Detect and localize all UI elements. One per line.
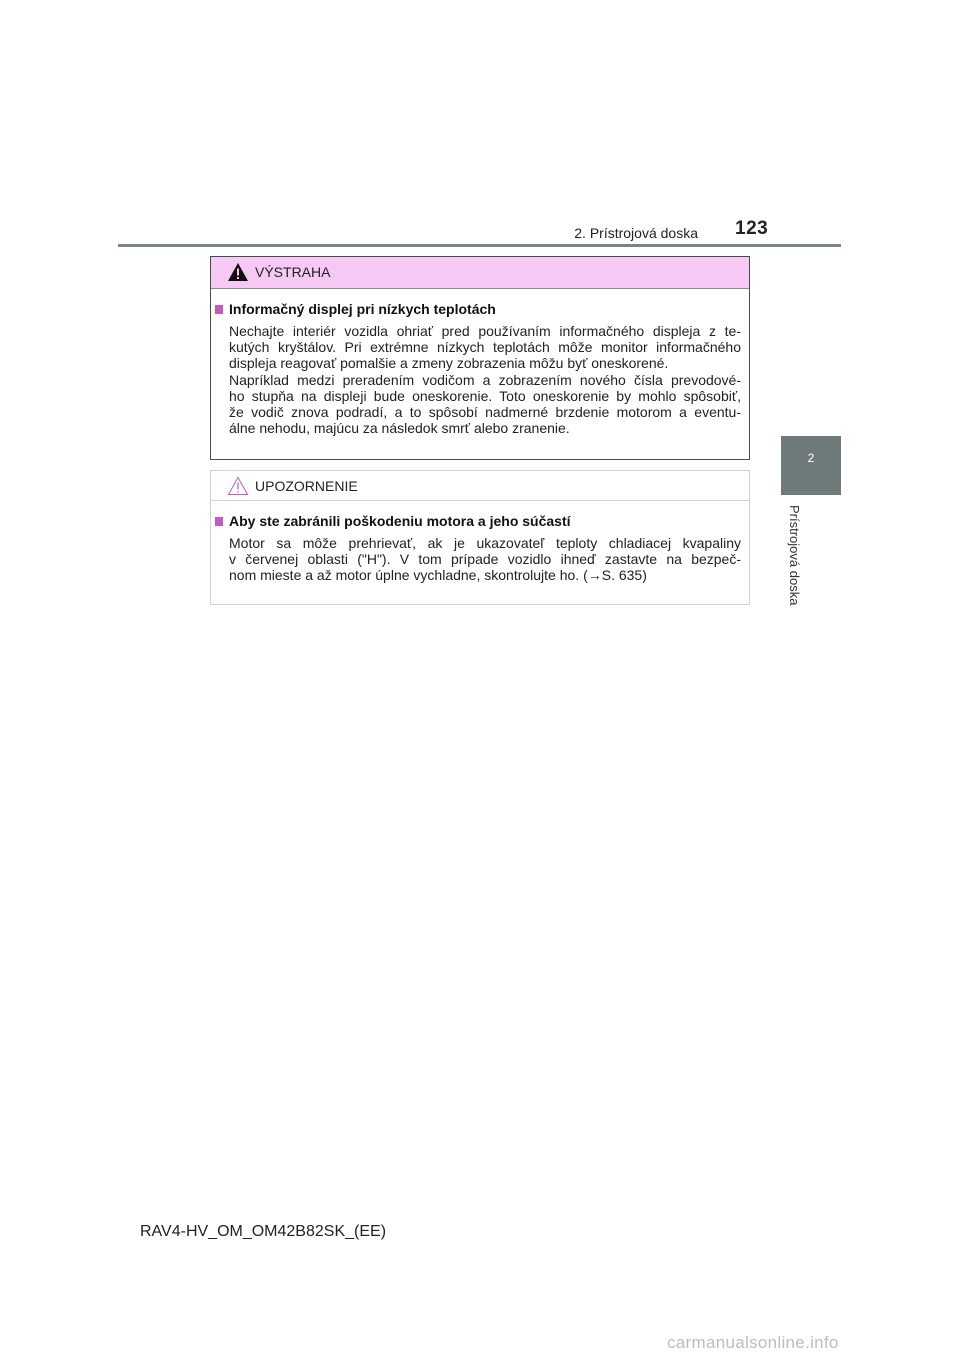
chapter-tab-number: 2 [807,451,815,465]
square-bullet-icon [215,305,223,314]
warning-header [211,257,749,289]
section-title: 2. Prístrojová doska [574,225,698,241]
warning-line: displeja reagovať pomalšie a zmeny zobrazenia môžu byť oneskorené. [229,355,669,372]
warning-line: Nechajte interiér vozidla ohriať pred používaním informačného displeja z te- [229,323,741,339]
warning-label: VÝSTRAHA [255,264,331,280]
chapter-tab [781,436,841,495]
page-number: 123 [735,218,769,239]
caution-paragraph [229,535,741,584]
chapter-tab-label: Prístrojová doska [787,505,802,606]
caution-header [211,471,749,501]
caution-line: v červenej oblasti ("H"). V tom prípade vozidlo ihneď zastavte na bezpeč- [229,551,741,568]
warning-item-title [215,301,496,317]
warning-box [210,256,750,460]
caution-line: Motor sa môže prehrievať, ak je ukazovateľ teploty chladiacej kvapaliny [229,535,741,551]
watermark: carmanualsonline.info [667,1333,839,1352]
document-code: RAV4-HV_OM_OM42B82SK_(EE) [140,1223,387,1240]
caution-line: nom mieste a až motor úplne vychladne, skontrolujte ho. (→S. 635) [229,567,647,584]
warning-line: že vodič znova podradí, a to spôsobí nadmerné brzdenie motorom a eventu- [229,403,741,420]
warning-line: Napríklad medzi preradením vodičom a zobrazením nového čísla prevodové- [229,371,741,388]
header-rule [118,244,841,247]
caution-label: UPOZORNENIE [255,478,358,494]
square-bullet-icon [215,517,223,526]
warning-line: ho stupňa na displeji bude oneskorenie. Toto oneskorenie by mohlo spôsobiť, [229,387,741,404]
warning-paragraph [229,323,741,436]
caution-item-title [215,513,571,529]
warning-line: álne nehodu, majúcu za následok smrť alebo zranenie. [229,420,570,437]
warning-item-title-text: Informačný displej pri nízkych teplotách [229,301,496,317]
caution-box [210,470,750,605]
caution-item-title-text: Aby ste zabránili poškodeniu motora a jeho súčastí [229,513,571,529]
warning-line: kutých kryštálov. Pri extrémne nízkych teplotách môže monitor informačného [229,339,741,356]
caution-triangle-icon [227,476,249,496]
warning-triangle-icon [227,262,249,282]
